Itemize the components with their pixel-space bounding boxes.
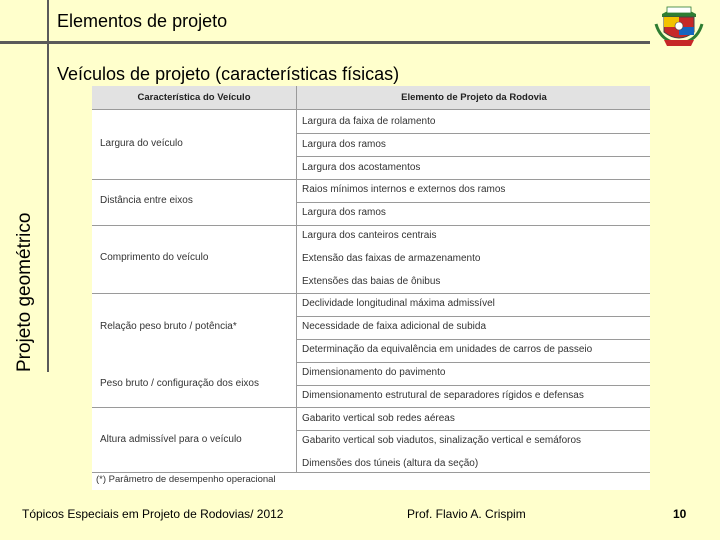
element-cell: Dimensionamento estrutural de separadores rígidos e defensas	[302, 390, 584, 401]
row-divider	[296, 362, 650, 363]
group-divider	[92, 225, 650, 226]
element-cell: Necessidade de faixa adicional de subida	[302, 321, 487, 332]
element-cell: Determinação da equivalência em unidades de carros de passeio	[302, 344, 593, 355]
institution-crest-icon	[654, 2, 704, 48]
group-divider	[92, 407, 650, 408]
row-divider	[296, 202, 650, 203]
element-cell: Extensão das faixas de armazenamento	[302, 253, 481, 264]
vehicle-characteristics-table	[92, 86, 650, 490]
column-divider	[296, 86, 297, 472]
row-divider	[296, 156, 650, 157]
element-cell: Gabarito vertical sob viadutos, sinalização vertical e semáforos	[302, 435, 582, 446]
element-cell: Gabarito vertical sob redes aéreas	[302, 413, 455, 424]
row-divider	[296, 339, 650, 340]
characteristic-cell: Largura do veículo	[100, 138, 183, 149]
element-cell: Largura dos ramos	[302, 139, 386, 150]
element-cell: Declividade longitudinal máxima admissível	[302, 298, 495, 309]
table-footnote: (*) Parâmetro de desempenho operacional	[96, 474, 276, 485]
row-divider	[296, 430, 650, 431]
slide-subtitle: Veículos de projeto (características físicas)	[57, 64, 400, 84]
slide-header-title: Elementos de projeto	[57, 11, 228, 31]
characteristic-cell: Distância entre eixos	[100, 195, 193, 206]
side-section-title: Projeto geométrico	[14, 212, 35, 372]
row-divider	[296, 133, 650, 134]
element-cell: Largura dos ramos	[302, 207, 386, 218]
element-cell: Largura dos acostamentos	[302, 162, 421, 173]
row-divider	[296, 385, 650, 386]
characteristic-cell: Altura admissível para o veículo	[100, 434, 242, 445]
element-cell: Extensões das baias de ônibus	[302, 276, 441, 287]
vertical-rule	[47, 0, 49, 372]
characteristic-cell: Relação peso bruto / potência*	[100, 321, 237, 332]
footer-author: Prof. Flavio A. Crispim	[407, 507, 526, 521]
page-number: 10	[673, 507, 687, 521]
group-divider	[92, 293, 650, 294]
element-cell: Raios mínimos internos e externos dos ramos	[302, 184, 506, 195]
element-cell: Largura dos canteiros centrais	[302, 230, 437, 241]
table-header	[92, 86, 650, 110]
table-bottom-border	[92, 472, 650, 473]
element-cell: Dimensões dos túneis (altura da seção)	[302, 458, 479, 469]
row-divider	[296, 316, 650, 317]
table-header-characteristic: Característica do Veículo	[137, 92, 251, 103]
footer-course-title: Tópicos Especiais em Projeto de Rodovias/ 2012	[22, 507, 284, 521]
characteristic-cell: Comprimento do veículo	[100, 252, 209, 263]
group-divider	[92, 179, 650, 180]
characteristic-cell: Peso bruto / configuração dos eixos	[100, 378, 259, 389]
table-header-element: Elemento de Projeto da Rodovia	[401, 92, 547, 103]
element-cell: Largura da faixa de rolamento	[302, 116, 436, 127]
element-cell: Dimensionamento do pavimento	[302, 367, 446, 378]
header-rule	[0, 41, 650, 44]
